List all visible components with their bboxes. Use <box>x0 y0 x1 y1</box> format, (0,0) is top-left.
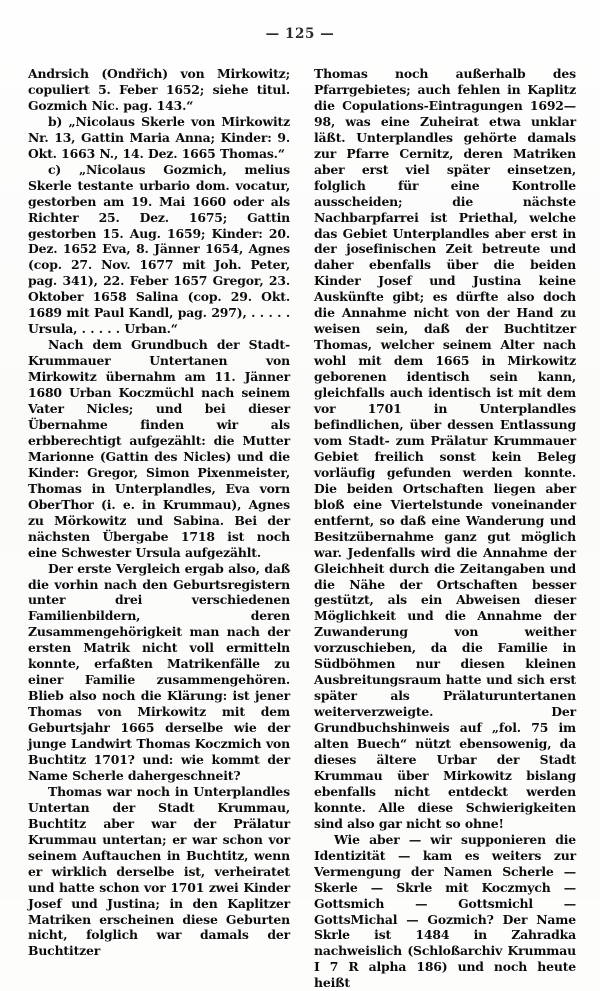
paragraph: Wie aber — wir supponieren die Identizität — kam es weiters zur Vermengung der Namen Scherle — Skerle — Skrle mit Koczmych — Gottsmich — Gottsmichl — GottsMichal — Gozmich? Der Name Skrle ist 1484 in Zahradka nachweislich (Schloßarchiv Krummau I 7 R alpha 186) und noch heute heißt <box>314 831 576 991</box>
paragraph: c) „Nicolaus Gozmich, melius Skerle testante urbario dom. vocatur, gestorben am 19. Mai 1660 oder als Richter 25. Dez. 1675; Gattin gestorben 15. Aug. 1659; Kinder: 20. Dez. 1652 Eva, 8. Jänner 1654, Agnes (cop. 27. Nov. 1677 mit Joh. Peter, pag. 341), 22. Feber 1657 Gregor, 23. Oktober 1658 Salina (cop. 29. Okt. 1689 mit Paul Kandl, pag. 297), . . . . . Ursula, . . . . . Urban.“ <box>28 161 290 337</box>
two-column-text-body <box>28 66 576 991</box>
paragraph: Andrsich (Ondřich) von Mirkowitz; copuliert 5. Feber 1652; siehe titul. Gozmich Nic. pag. 143.“ <box>28 66 290 113</box>
paragraph: Nach dem Grundbuch der Stadt-Krummauer Untertanen von Mirkowitz übernahm am 11. Jänner 1680 Urban Koczmüchl nach seinem Vater Nicles; und bei dieser Übernahme finden wir als erbberechtigt aufgezählt: die Mutter Marionne (Gattin des Nicles) und die Kinder: Gregor, Simon Pixenmeister, Thomas in Unterplandles, Eva vorn OberThor (i. e. in Krummau), Agnes zu Mörkowitz und Sabina. Bei der nächsten Übergabe 1718 ist noch eine Schwester Ursula aufgezählt. <box>28 337 290 560</box>
paragraph: Der erste Vergleich ergab also, daß die vorhin nach den Geburtsregistern unter drei verschiedenen Familienbildern, deren Zusammengehörigkeit man nach der ersten Matrik nicht voll ermitteln konnte, erfaßten Matrikenfälle zu einer Familie zusammengehören. Blieb also noch die Klärung: ist jener Thomas von Mirkowitz mit dem Geburtsjahr 1665 derselbe wie der junge Landwirt Thomas Koczmich von Buchtitz 1701? und: wie kommt der Name Scherle dahergeschneit? <box>28 560 290 783</box>
page-number-header: — 125 — <box>265 26 335 42</box>
paragraph: Thomas war noch in Unterplandles Untertan der Stadt Krummau, Buchtitz aber war der Prälatur Krummau untertan; er war schon vor seinem Auftauchen in Buchtitz, wenn er wirklich derselbe ist, verheiratet und hatte schon vor 1701 zwei Kinder Josef und Justina; in den Kaplitzer Matriken erscheinen diese Geburten nicht, folglich war damals der Buchtitzer <box>28 783 290 959</box>
right-text-column <box>314 66 576 991</box>
left-text-column <box>28 66 290 959</box>
paragraph: b) „Nicolaus Skerle von Mirkowitz Nr. 13, Gattin Maria Anna; Kinder: 9. Okt. 1663 N., 14. Dez. 1665 Thomas.“ <box>28 113 290 161</box>
paragraph: Thomas noch außerhalb des Pfarrgebietes; auch fehlen in Kaplitz die Copulations-Eintragungen 1692—98, was eine Zuheirat etwa unklar läßt. Unterplandles gehörte damals zur Pfarre Cernitz, deren Matriken aber erst viel später einsetzen, folglich für eine Kontrolle ausscheiden; die nächste Nachbarpfarrei ist Priethal, welche das Gebiet Unterplandles aber erst in der josefinischen Zeit betreute und daher ebenfalls über die beiden Kinder Josef und Justina keine Auskünfte gibt; es dürfte also doch die Annahme nicht von der Hand zu weisen sein, daß der Buchtitzer Thomas, welcher seinem Alter nach wohl mit dem 1665 in Mirkowitz geborenen identisch sein kann, gleichfalls auch identisch ist mit dem vor 1701 in Unterplandles befindlichen, über dessen Entlassung vom Stadt- zum Prälatur Krummauer Gebiet freilich sonst kein Beleg vorläufig gefunden werden konnte. Die beiden Ortschaften liegen aber bloß eine Viertelstunde voneinander entfernt, so daß eine Wanderung und Besitzübernahme ganz gut möglich war. Jedenfalls wird die Annahme der Gleichheit durch die Zeitangaben und die Nähe der Ortschaften besser gestützt, als ein Abweisen dieser Möglichkeit und die Annahme der Zuwanderung von weither vorzuschieben, da die Familie in Südböhmen nur diesen kleinen Ausbreitungsraum hatte und sich erst später als Prälaturuntertanen weiterverzweigte. Der Grundbuchshinweis auf „fol. 75 im alten Buech“ nützt ebensowenig, da dieses ältere Urbar der Stadt Krummau über Mirkowitz bislang ebenfalls nicht entdeckt werden konnte. Alle diese Schwierigkeiten sind also gar nicht so ohne! <box>314 66 576 831</box>
